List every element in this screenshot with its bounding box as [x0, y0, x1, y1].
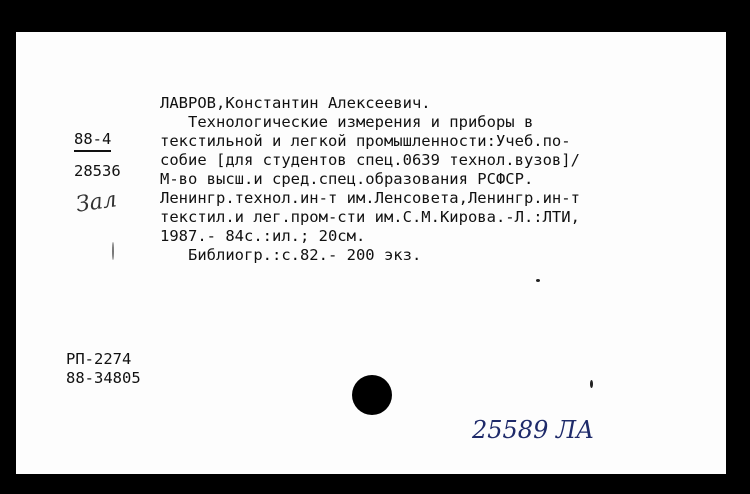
- body-line: Технологические измерения и приборы в: [160, 113, 534, 131]
- body-line: Библиогр.:с.82.- 200 экз.: [160, 246, 422, 264]
- ink-speck: [590, 380, 593, 388]
- body-line: текстил.и лег.пром-сти им.С.М.Кирова.-Л.:ЛТИ,: [160, 208, 580, 226]
- body-line: собие [для студентов спец.0639 технол.вузов]/: [160, 151, 580, 169]
- bottom-code-accession: 88-34805: [66, 369, 141, 387]
- ink-speck: [536, 279, 540, 282]
- catalog-card: [16, 32, 726, 474]
- bottom-code-rp: РП-2274: [66, 350, 132, 368]
- handwritten-note-left: Зал: [74, 187, 119, 218]
- body-line: М-во высш.и сред.спец.образования РСФСР.: [160, 170, 534, 188]
- call-number: 88-4: [74, 130, 111, 152]
- body-line: 1987.- 84с.:ил.; 20см.: [160, 227, 366, 245]
- punch-hole: [352, 375, 392, 415]
- accession-number: 28536: [74, 162, 121, 180]
- body-line: текстильной и легкой промышленности:Учеб.по-: [160, 132, 571, 150]
- author-heading: ЛАВРОВ,Константин Алексеевич.: [160, 94, 431, 112]
- pencil-mark: [112, 242, 114, 260]
- body-line: Ленингр.технол.ин-т им.Ленсовета,Ленингр.ин-т: [160, 189, 580, 207]
- handwritten-note-bottom: 25589 ЛА: [472, 416, 595, 444]
